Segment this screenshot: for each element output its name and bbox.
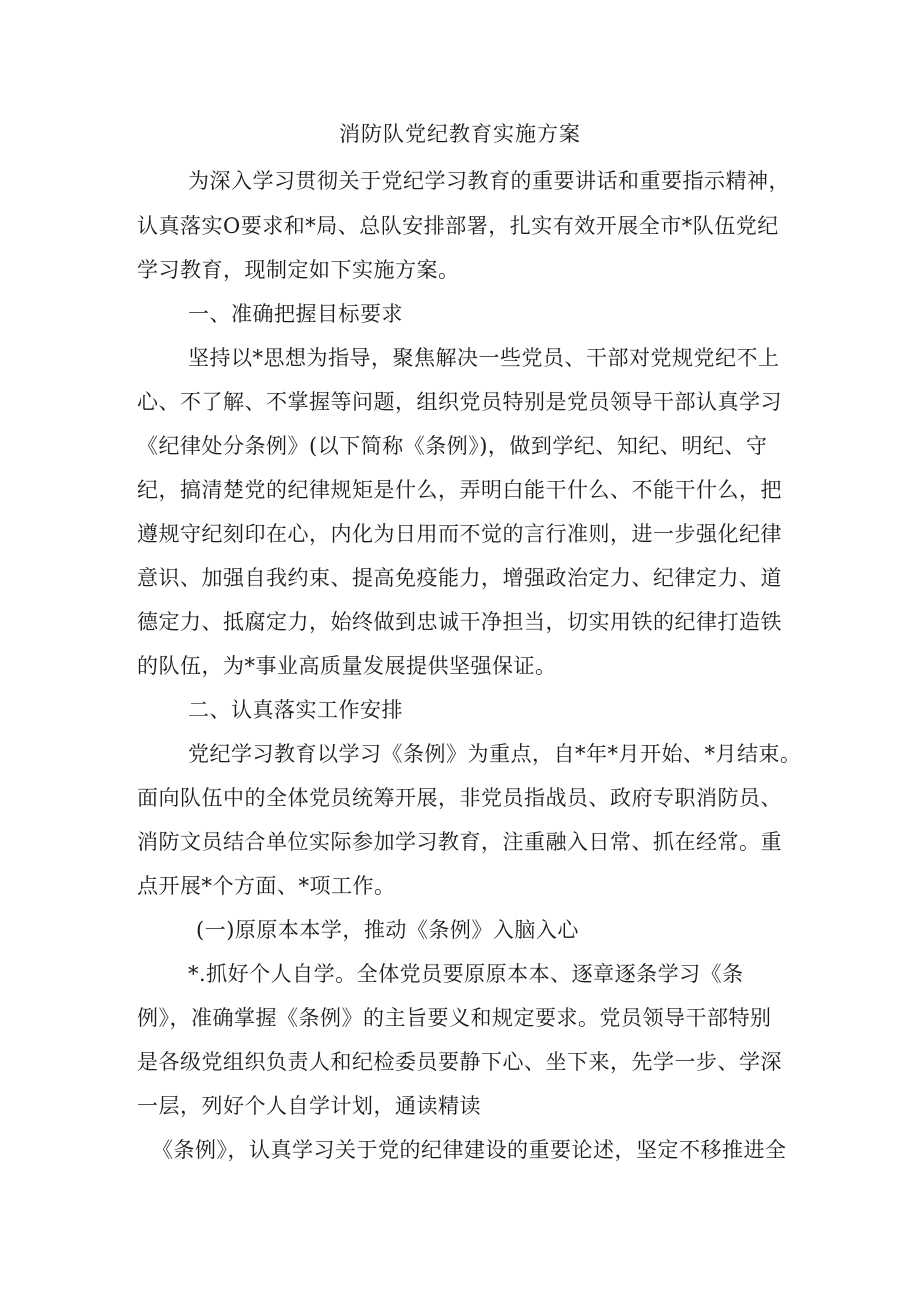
paragraph-line: 学习教育，现制定如下实施方案。 [137, 258, 460, 282]
paragraph-line: 《条例》，认真学习关于党的纪律建设的重要论述，坚定不移推进全 [152, 1138, 787, 1162]
paragraph-line: 纪，搞清楚党的纪律规矩是什么，弄明白能干什么、不能干什么，把 [137, 478, 782, 502]
section-heading: 一、准确把握目标要求 [188, 302, 403, 326]
paragraph-line: 《纪律处分条例》(以下简称《条例》)，做到学纪、知纪、明纪、守 [137, 434, 768, 458]
paragraph-line: 坚持以*思想为指导，聚焦解决一些党员、干部对党规党纪不上 [188, 346, 780, 370]
document-title: 消防队党纪教育实施方案 [339, 122, 581, 146]
subsection-heading: (一)原原本本学，推动《条例》入脑入心 [196, 918, 579, 942]
paragraph-line: 意识、加强自我约束、提高免疫能力，增强政治定力、纪律定力、道 [137, 566, 782, 590]
paragraph-line: 的队伍，为*事业高质量发展提供坚强保证。 [137, 654, 557, 678]
paragraph-line: 党纪学习教育以学习《条例》为重点，自*年*月开始、*月结束。 [188, 742, 802, 766]
paragraph-line: 面向队伍中的全体党员统筹开展，非党员指战员、政府专职消防员、 [137, 786, 782, 810]
paragraph-line: 遵规守纪刻印在心，内化为日用而不觉的言行准则，进一步强化纪律 [137, 522, 782, 546]
paragraph-line: *.抓好个人自学。全体党员要原原本本、逐章逐条学习《条 [188, 962, 744, 986]
paragraph-line: 心、不了解、不掌握等问题，组织党员特别是党员领导干部认真学习 [137, 390, 782, 414]
paragraph-line: 认真落实O要求和*局、总队安排部署，扎实有效开展全市*队伍党纪 [137, 214, 779, 238]
paragraph-line: 点开展*个方面、*项工作。 [137, 874, 396, 898]
paragraph-line: 为深入学习贯彻关于党纪学习教育的重要讲话和重要指示精神， [188, 169, 790, 193]
paragraph-line: 是各级党组织负责人和纪检委员要静下心、坐下来，先学一步、学深 [137, 1050, 782, 1074]
paragraph-line: 消防文员结合单位实际参加学习教育，注重融入日常、抓在经常。重 [137, 830, 782, 854]
paragraph-line: 德定力、抵腐定力，始终做到忠诚干净担当，切实用铁的纪律打造铁 [137, 610, 782, 634]
paragraph-line: 例》，准确掌握《条例》的主旨要义和规定要求。党员领导干部特别 [137, 1006, 772, 1030]
paragraph-line: 一层，列好个人自学计划，通读精读 [137, 1094, 481, 1118]
section-heading: 二、认真落实工作安排 [188, 698, 403, 722]
